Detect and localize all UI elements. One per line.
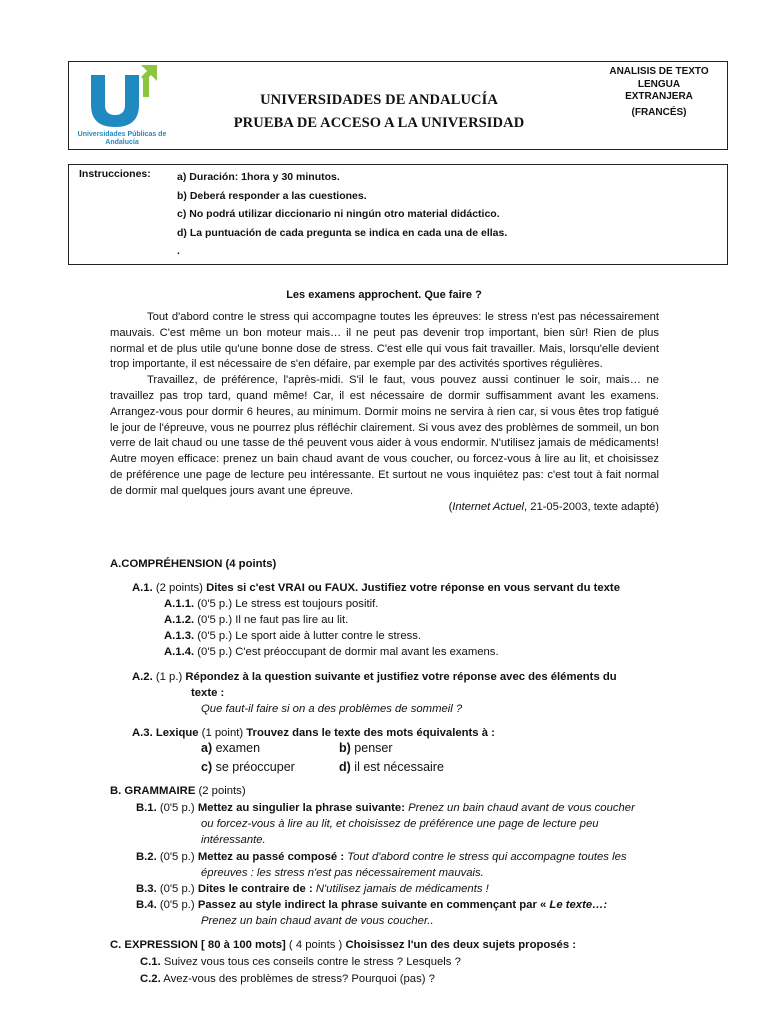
question-c2 — [140, 972, 435, 988]
lex-letter: b) — [339, 741, 351, 755]
b4-instruction: Passez au style indirect la phrase suivante en commençant par « — [197, 899, 550, 911]
question-a1-1 — [164, 597, 378, 613]
b3-sentence: N'utilisez jamais de médicaments ! — [315, 883, 489, 895]
b1-sentence: Prenez un bain chaud avant de vous coucher — [408, 802, 635, 814]
question-b3 — [136, 882, 489, 898]
item-text: Il ne faut pas lire au lit. — [235, 614, 349, 626]
b-points: (2 points) — [195, 785, 246, 797]
instruction-item: . — [177, 245, 180, 258]
question-c1 — [140, 955, 461, 971]
section-b-heading — [110, 784, 246, 800]
b4-quote: Le texte…: — [549, 899, 608, 911]
header-line-1: UNIVERSIDADES DE ANDALUCÍA — [260, 92, 498, 108]
question-b2 — [136, 850, 627, 866]
text-source — [110, 500, 659, 516]
paragraph-2: Travaillez, de préférence, l'après-midi. S'il le faut, vous pouvez aussi continuer le soir, mais… ne travaillez pas trop tard, quand même! Car, il est nécessaire de dormir suffisamment avant les examens. Arrangez-vous pour dormir 6 heures, au minimum. Dormir moins ne servira à rien car, si vous êtes trop fatigué le jour de l'épreuve, vous ne pourrez plus réfléchir clairement. Si vous avez des problèmes de sommeil, un bon verre de lait chaud ou une tasse de thé peuvent vous aider à vous endormir. N'utilisez jamais de médicaments! Autre moyen efficace: prenez un bain chaud avant de vous coucher, ou forcez-vous à lire au lit, et choisissez de préférence une page de lecture peu intéressante. Et surtout ne vous inquiétez pas: c'est tout à fait normal de dormir mal quelques jours avant une épreuve. — [110, 374, 659, 497]
text-title: Les examens approchent. Que faire ? — [286, 289, 482, 301]
source-name: Internet Actuel — [452, 500, 525, 513]
question-a1-3 — [164, 629, 421, 645]
header-line-2: PRUEBA DE ACCESO A LA UNIVERSIDAD — [233, 115, 525, 131]
c-points: ( 4 points ) — [285, 939, 346, 951]
c1-text: Suivez vous tous ces conseils contre le stress ? Lesquels ? — [160, 956, 461, 968]
exam-header — [68, 61, 728, 150]
b3-instruction: Dites le contraire de : — [197, 883, 316, 895]
b2-instruction: Mettez au passé composé : — [197, 851, 348, 863]
lex-letter: d) — [339, 760, 351, 774]
item-points: (0'5 p.) — [194, 614, 236, 626]
question-a1-4 — [164, 645, 499, 661]
b4-sentence: Prenez un bain chaud avant de vous coucher.. — [201, 915, 434, 927]
a3-text: Trouvez dans le texte des mots équivalents à : — [246, 727, 495, 739]
section-c-heading — [110, 938, 576, 954]
subject-line-1: ANALISIS DE TEXTO — [609, 66, 709, 77]
b1-number: B.1. — [136, 802, 157, 814]
question-a2 — [132, 670, 617, 686]
instruction-item: b) Deberá responder a las cuestiones. — [177, 189, 367, 202]
lexique-c — [201, 760, 295, 774]
instruction-item: a) Duración: 1hora y 30 minutos. — [177, 171, 340, 183]
lex-letter: a) — [201, 741, 213, 755]
text-body — [110, 310, 659, 515]
question-b4 — [136, 898, 607, 914]
instruction-item: c) No podrá utilizar diccionario ni ningún otro material didáctico. — [177, 208, 500, 221]
b1-instruction: Mettez au singulier la phrase suivante: — [197, 802, 409, 814]
b-heading: B. GRAMMAIRE — [110, 785, 196, 797]
item-number: A.1.3. — [164, 630, 195, 642]
university-logo — [77, 65, 167, 147]
c2-number: C.2. — [140, 973, 161, 985]
item-points: (0'5 p.) — [194, 630, 236, 642]
b2-sentence: Tout d'abord contre le stress qui accompagne toutes les — [347, 851, 627, 863]
subject-line-3: EXTRANJERA — [625, 91, 693, 102]
a1-points: (2 points) — [152, 582, 207, 594]
a2-text: Répondez à la question suivante et justifiez votre réponse avec des éléments du — [185, 671, 617, 683]
instructions-box — [68, 164, 728, 265]
lex-word: penser — [350, 741, 393, 755]
b1-sentence-3: intéressante. — [201, 834, 266, 846]
a3-points: (1 point) — [198, 727, 247, 739]
c-instruction: Choisissez l'un des deux sujets proposés : — [345, 939, 577, 951]
item-number: A.1.1. — [164, 598, 195, 610]
subject-label — [589, 66, 729, 119]
lexique-a — [201, 741, 260, 755]
question-b1 — [136, 801, 635, 817]
b2-points: (0'5 p.) — [156, 851, 198, 863]
subject-line-4: (FRANCÉS) — [631, 106, 687, 118]
b3-number: B.3. — [136, 883, 157, 895]
a2-number: A.2. — [132, 671, 153, 683]
a2-points: (1 p.) — [152, 671, 186, 683]
logo-caption: Universidades Públicas de Andalucía — [77, 131, 167, 146]
source-rest: , 21-05-2003, texte adapté) — [524, 500, 659, 513]
question-a1 — [132, 581, 620, 597]
section-a-heading: A.COMPRÉHENSION (4 points) — [110, 558, 277, 570]
question-a1-2 — [164, 613, 348, 629]
b2-number: B.2. — [136, 851, 157, 863]
item-text: Le stress est toujours positif. — [235, 598, 379, 610]
paragraph-1: Tout d'abord contre le stress qui accompagne toutes les épreuves: le stress n'est pas nécessairement mauvais. C'est même un bon moteur mais… il ne peut pas devenir trop important, bien sûr! Rien de plus normal et de plus utile qu'une bonne dose de stress. C'est elle qui vous fait travailler. Mais, lorsqu'elle devient trop importante, il est nécessaire de s'en défaire, par exemple par des activités sportives régulières. — [110, 311, 659, 371]
university-title — [229, 89, 529, 135]
lexique-b — [339, 741, 393, 755]
instructions-label: Instrucciones: — [79, 168, 151, 180]
a2-question: Que faut-il faire si on a des problèmes de sommeil ? — [201, 703, 463, 715]
lex-word: examen — [212, 741, 261, 755]
subject-line-2: LENGUA — [637, 78, 681, 90]
item-text: C'est préoccupant de dormir mal avant les examens. — [235, 646, 499, 658]
u-logo-icon — [77, 65, 167, 131]
instructions-list — [177, 168, 507, 261]
item-number: A.1.4. — [164, 646, 195, 658]
item-points: (0'5 p.) — [194, 598, 236, 610]
a2-text-cont: texte : — [191, 687, 225, 699]
a1-text: Dites si c'est VRAI ou FAUX. Justifiez votre réponse en vous servant du texte — [206, 582, 620, 594]
source-open: ( — [448, 500, 453, 513]
a1-number: A.1. — [132, 582, 153, 594]
item-text: Le sport aide à lutter contre le stress. — [235, 630, 422, 642]
question-a3 — [132, 726, 495, 742]
b2-sentence-2: épreuves : les stress n'est pas nécessairement mauvais. — [201, 867, 484, 879]
instruction-item: d) La puntuación de cada pregunta se indica en cada una de ellas. — [177, 226, 508, 239]
item-points: (0'5 p.) — [194, 646, 236, 658]
lex-word: il est nécessaire — [350, 760, 444, 774]
lex-letter: c) — [201, 760, 213, 774]
a3-number: A.3. Lexique — [132, 727, 199, 739]
b1-sentence-2: ou forcez-vous à lire au lit, et choisissez de préférence une page de lecture peu — [201, 818, 599, 830]
item-number: A.1.2. — [164, 614, 195, 626]
c-heading: C. EXPRESSION [ 80 à 100 mots] — [110, 939, 286, 951]
b4-number: B.4. — [136, 899, 157, 911]
b1-points: (0'5 p.) — [156, 802, 198, 814]
lexique-d — [339, 760, 444, 774]
c2-text: Avez-vous des problèmes de stress? Pourquoi (pas) ? — [160, 973, 435, 985]
lex-word: se préoccuper — [212, 760, 295, 774]
b3-points: (0'5 p.) — [156, 883, 198, 895]
c1-number: C.1. — [140, 956, 161, 968]
b4-points: (0'5 p.) — [156, 899, 198, 911]
